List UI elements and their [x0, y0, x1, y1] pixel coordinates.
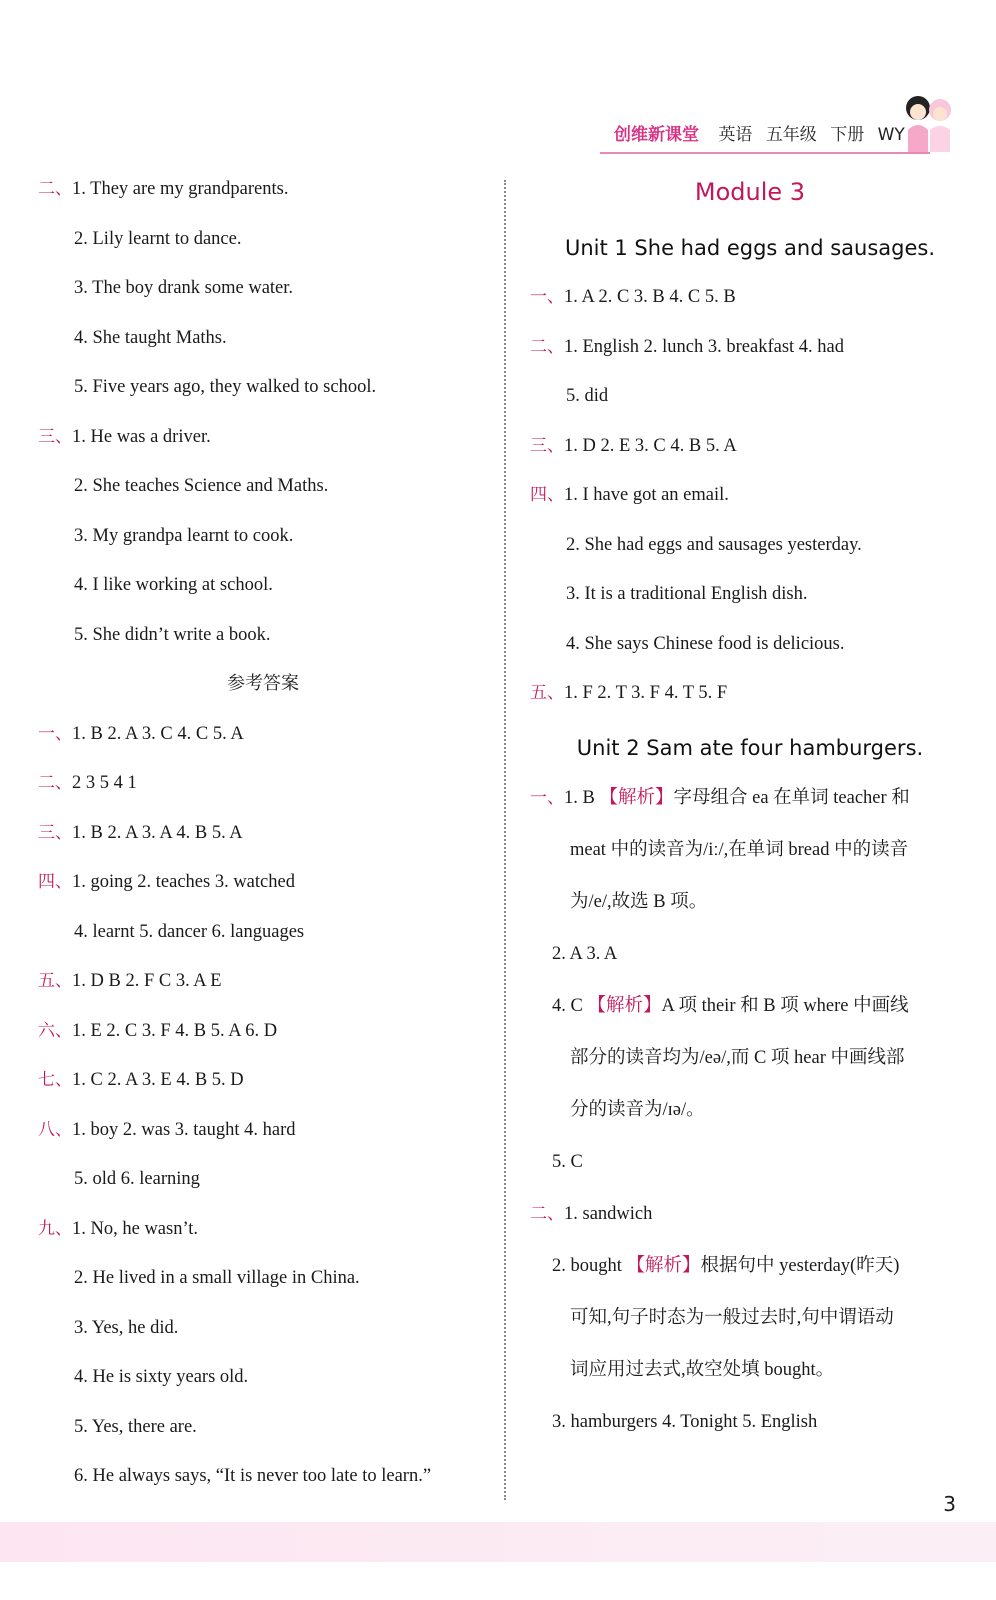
list-item	[38, 962, 488, 1012]
list-item	[530, 278, 970, 328]
analysis-line: meat 中的读音为/iː/,在单词 bread 中的读音	[570, 839, 909, 860]
list-item	[38, 814, 488, 864]
list-item	[38, 715, 488, 765]
list-item: 3. Yes, he did.	[74, 1317, 179, 1338]
analysis-line: 分的读音为/ɪə/。	[570, 1099, 705, 1120]
list-item: 4. learnt 5. dancer 6. languages	[74, 921, 305, 942]
section-label: 八、	[38, 1119, 72, 1140]
unit-title: Unit 2 Sam ate four hamburgers.	[576, 735, 924, 760]
list-item: 5. did	[566, 386, 609, 406]
list-item	[38, 1111, 488, 1161]
analysis-tag: 【解析】	[587, 994, 662, 1016]
analysis-text: 根据句中 yesterday(昨天)	[700, 1255, 900, 1276]
footer-band	[0, 1522, 996, 1562]
section-label: 二、	[38, 773, 72, 793]
analysis-line: 可知,句子时态为一般过去时,句中谓语动	[570, 1307, 894, 1328]
section-label: 四、	[530, 485, 564, 505]
analysis-tag: 【解析】	[599, 786, 674, 808]
list-item	[38, 863, 488, 913]
list-item: 2. She teaches Science and Maths.	[74, 476, 329, 496]
section-label: 一、	[38, 723, 72, 744]
header-text	[614, 120, 913, 145]
page-number: 3	[943, 1492, 956, 1516]
list-item: 2. A 3. A	[552, 943, 618, 964]
list-item	[530, 1194, 970, 1246]
answer-text: 1. D B 2. F C 3. A E	[72, 971, 222, 991]
list-item	[38, 170, 488, 220]
analysis-tag: 【解析】	[626, 1254, 701, 1276]
answer-text: 1. B	[564, 787, 595, 808]
list-item	[530, 427, 970, 477]
analysis-text: A 项 their 和 B 项 where 中画线	[661, 995, 909, 1016]
section-label: 三、	[38, 426, 72, 447]
cartoon-girls-icon	[900, 90, 960, 160]
list-item: 5. old 6. learning	[74, 1169, 200, 1189]
analysis-line: 为/e/,故选 B 项。	[570, 891, 708, 912]
section-label: 四、	[38, 872, 72, 892]
list-item	[530, 1246, 970, 1298]
list-item	[530, 674, 970, 724]
list-item	[38, 1061, 488, 1111]
list-item: 3. The boy drank some water.	[74, 278, 294, 298]
header-underline	[600, 152, 930, 154]
answer-text: 2 3 5 4 1	[72, 773, 137, 793]
header-grade: 五年级	[765, 125, 817, 145]
unit-title: Unit 1 She had eggs and sausages.	[564, 236, 936, 260]
list-item: 4. I like working at school.	[74, 575, 273, 595]
answer-text: 4. C	[552, 995, 583, 1016]
section-label: 一、	[530, 287, 564, 307]
answer-text: 1. C 2. A 3. E 4. B 5. D	[72, 1070, 244, 1090]
list-item: 3. It is a traditional English dish.	[566, 584, 808, 604]
list-item: 2. He lived in a small village in China.	[74, 1268, 360, 1288]
section-label: 一、	[530, 787, 564, 808]
analysis-text: 字母组合 ea 在单词 teacher 和	[673, 787, 910, 808]
list-item	[530, 778, 970, 830]
section-label: 五、	[38, 971, 72, 991]
list-item: 5. Yes, there are.	[74, 1416, 197, 1437]
section-label: 六、	[38, 1020, 72, 1041]
list-item: 6. He always says, “It is never too late to learn.”	[74, 1466, 432, 1486]
answer-text: 1. He was a driver.	[72, 426, 211, 447]
list-item	[530, 476, 970, 526]
section-label: 九、	[38, 1218, 72, 1239]
answers-heading: 参考答案	[227, 673, 299, 694]
header-volume: 下册	[830, 125, 865, 145]
left-column	[38, 170, 488, 1507]
header-brand: 创维新课堂	[614, 125, 699, 145]
list-item	[530, 328, 970, 378]
answer-text: 1. No, he wasn’t.	[72, 1218, 199, 1239]
list-item: 2. Lily learnt to dance.	[74, 228, 242, 249]
section-label: 二、	[530, 336, 564, 357]
list-item	[38, 1210, 488, 1260]
analysis-line: 词应用过去式,故空处填 bought。	[570, 1359, 835, 1380]
answer-text: 1. sandwich	[564, 1203, 653, 1224]
section-label: 二、	[38, 179, 72, 199]
list-item: 2. She had eggs and sausages yesterday.	[566, 534, 862, 555]
answer-text: 1. boy 2. was 3. taught 4. hard	[72, 1119, 296, 1140]
page-header	[560, 90, 980, 160]
answer-text: 1. E 2. C 3. F 4. B 5. A 6. D	[72, 1020, 278, 1041]
answer-text: 1. A 2. C 3. B 4. C 5. B	[564, 287, 736, 307]
right-column	[530, 170, 970, 1454]
header-edition: WY	[877, 125, 905, 145]
column-divider	[504, 180, 506, 1500]
list-item: 4. He is sixty years old.	[74, 1367, 249, 1387]
list-item: 5. Five years ago, they walked to school.	[74, 377, 377, 397]
answer-text: 1. F 2. T 3. F 4. T 5. F	[564, 683, 728, 703]
module-title: Module 3	[694, 178, 806, 206]
list-item	[530, 986, 970, 1038]
list-item: 3. My grandpa learnt to cook.	[74, 525, 294, 546]
header-subject: 英语	[718, 125, 753, 145]
section-label: 五、	[530, 683, 564, 703]
list-item	[38, 1012, 488, 1062]
answer-text: 1. They are my grandparents.	[72, 179, 289, 199]
answer-text: 1. D 2. E 3. C 4. B 5. A	[564, 435, 737, 456]
list-item	[38, 764, 488, 814]
answer-text: 1. going 2. teaches 3. watched	[72, 872, 295, 892]
list-item: 3. hamburgers 4. Tonight 5. English	[552, 1411, 818, 1432]
list-item	[38, 418, 488, 468]
list-item: 4. She taught Maths.	[74, 327, 227, 348]
section-label: 七、	[38, 1070, 72, 1090]
list-item: 5. She didn’t write a book.	[74, 624, 271, 645]
list-item: 5. C	[552, 1151, 583, 1172]
section-label: 二、	[530, 1203, 564, 1224]
section-label: 三、	[530, 435, 564, 456]
analysis-line: 部分的读音均为/eə/,而 C 项 hear 中画线部	[570, 1047, 905, 1068]
list-item: 4. She says Chinese food is delicious.	[566, 633, 845, 654]
answer-text: 1. English 2. lunch 3. breakfast 4. had	[564, 336, 845, 357]
answer-text: 1. B 2. A 3. A 4. B 5. A	[72, 822, 243, 843]
section-label: 三、	[38, 822, 72, 843]
answer-text: 1. I have got an email.	[564, 485, 729, 505]
answer-text: 2. bought	[552, 1255, 622, 1276]
answer-text: 1. B 2. A 3. C 4. C 5. A	[72, 723, 244, 744]
